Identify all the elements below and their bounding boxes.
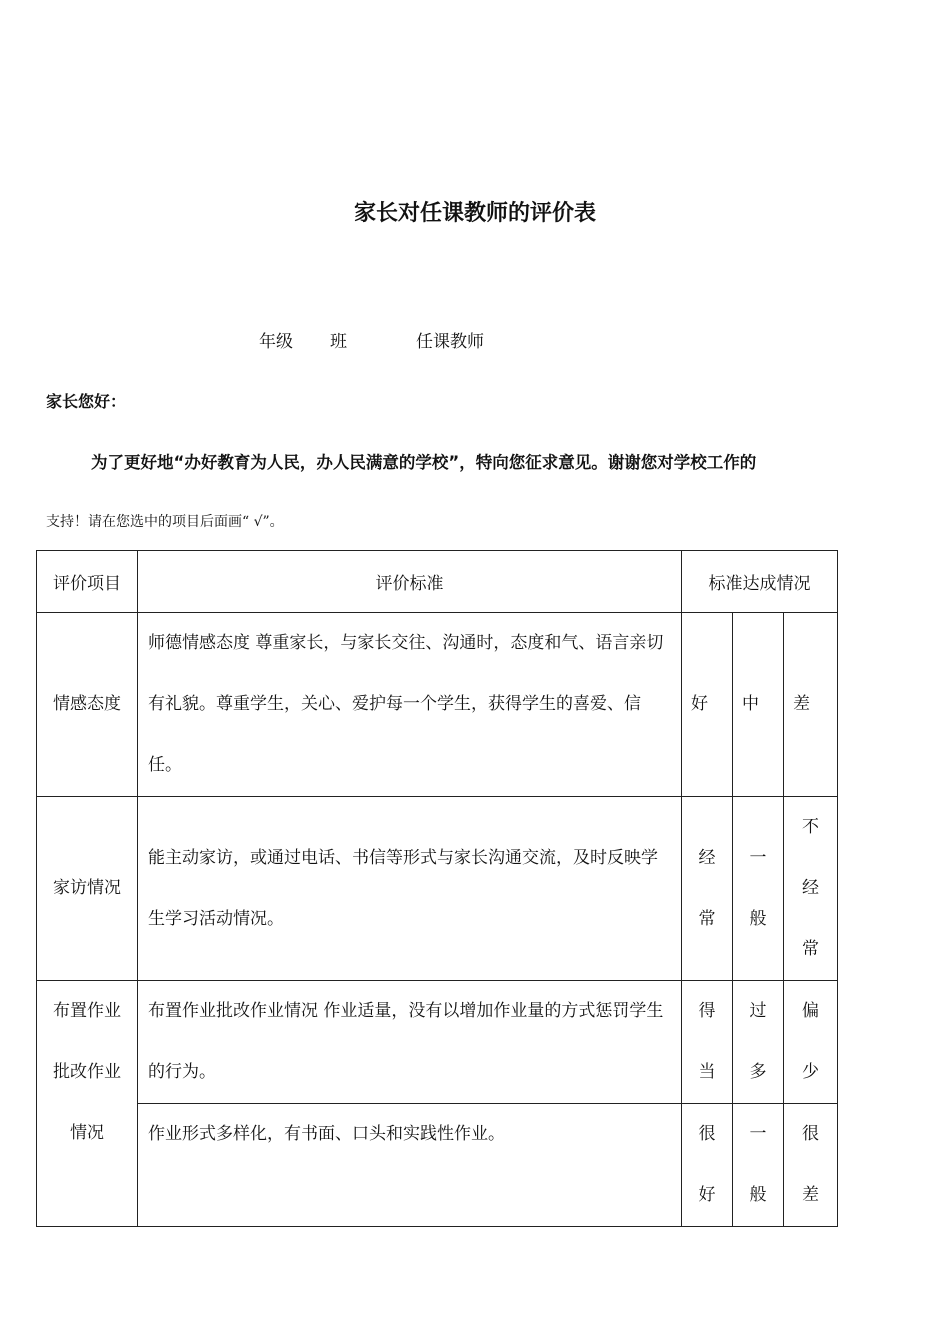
- table-row: [37, 613, 838, 797]
- grade-label: 年级: [259, 332, 293, 352]
- option-text: 一般: [749, 847, 767, 929]
- option-cell[interactable]: 好: [682, 613, 733, 797]
- option-text: 过多: [749, 1001, 767, 1082]
- option-cell[interactable]: [784, 981, 838, 1104]
- item-cell: 情感态度: [37, 613, 138, 797]
- header-item: 评价项目: [37, 551, 138, 613]
- option-text: 很差: [802, 1124, 819, 1205]
- option-text: 得当: [698, 1001, 716, 1082]
- page-title: 家长对任课教师的评价表: [353, 201, 596, 226]
- option-cell[interactable]: [733, 797, 784, 981]
- option-text: 经常: [698, 847, 716, 929]
- option-text: 不经常: [802, 817, 819, 959]
- option-cell[interactable]: 差: [784, 613, 838, 797]
- standard-cell: 师德情感态度 尊重家长，与家长交往、沟通时，态度和气、语言亲切有礼貌。尊重学生，关心、爱护每一个学生，获得学生的喜爱、信任。: [138, 613, 682, 797]
- option-cell[interactable]: [733, 1104, 784, 1227]
- option-cell[interactable]: [682, 1104, 733, 1227]
- standard-cell: 能主动家访，或通过电话、书信等形式与家长沟通交流，及时反映学生学习活动情况。: [138, 797, 682, 981]
- table-row: [37, 981, 838, 1104]
- standard-cell: 作业形式多样化，有书面、口头和实践性作业。: [138, 1104, 682, 1227]
- evaluation-table: [36, 550, 838, 1227]
- table-header-row: [37, 551, 838, 613]
- item-text: 布置作业批改作业情况: [53, 1001, 121, 1143]
- class-label: 班: [330, 332, 347, 352]
- option-cell[interactable]: [733, 981, 784, 1104]
- option-text: 一般: [749, 1124, 767, 1205]
- header-standard: 评价标准: [138, 551, 682, 613]
- option-text: 很好: [698, 1124, 716, 1205]
- intro-instruction: 支持！请在您选中的项目后面画“ √”。: [46, 514, 284, 530]
- header-result: 标准达成情况: [682, 551, 838, 613]
- option-cell[interactable]: [784, 797, 838, 981]
- option-cell[interactable]: [682, 797, 733, 981]
- item-cell: 家访情况: [37, 797, 138, 981]
- teacher-label: 任课教师: [416, 332, 484, 352]
- item-cell: [37, 981, 138, 1227]
- option-cell[interactable]: [682, 981, 733, 1104]
- standard-cell: 布置作业批改作业情况 作业适量，没有以增加作业量的方式惩罚学生的行为。: [138, 981, 682, 1104]
- intro-paragraph: 为了更好地“办好教育为人民，办人民满意的学校”，特向您征求意见。谢谢您对学校工作的: [91, 453, 757, 472]
- option-cell[interactable]: [784, 1104, 838, 1227]
- greeting: 家长您好：: [46, 392, 127, 411]
- option-text: 偏少: [802, 1001, 819, 1082]
- table-row: [37, 797, 838, 981]
- table-row: [37, 1104, 838, 1227]
- option-cell[interactable]: 中: [733, 613, 784, 797]
